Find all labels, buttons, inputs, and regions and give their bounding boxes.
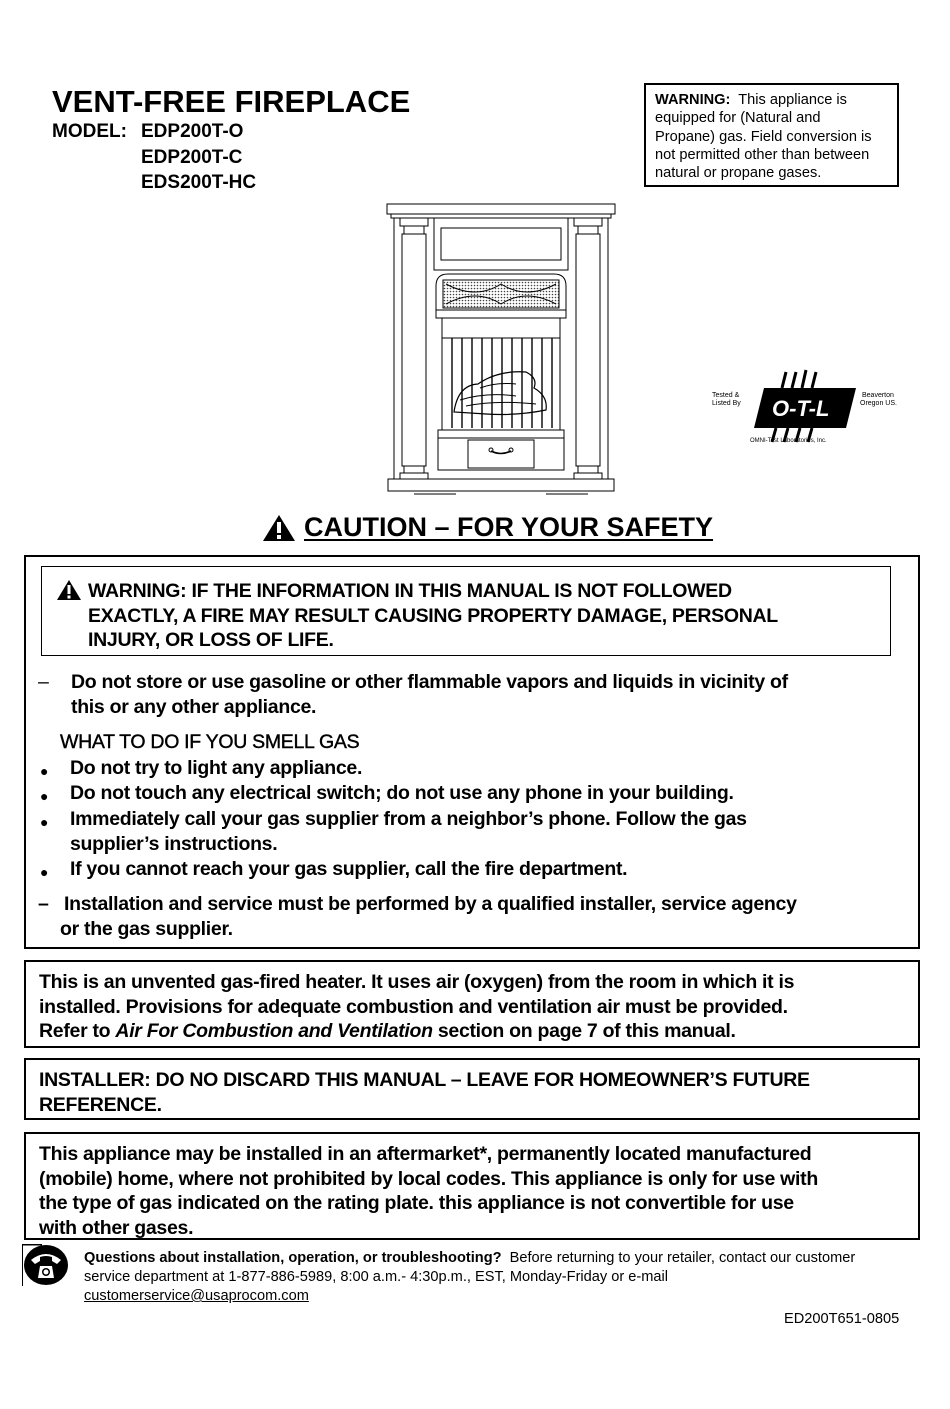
caution-heading	[262, 512, 713, 543]
otl-company-text: OMNI-Test Laboratories, Inc.	[750, 438, 827, 444]
smell-gas-bullet-3-line-1: Immediately call your gas supplier from a neighbor’s phone. Follow the gas	[70, 808, 747, 830]
mobile-home-line-1: This appliance may be installed in an aftermarket*, permanently located manufactured	[39, 1143, 812, 1165]
fire-hazard-warning-box	[41, 566, 891, 656]
dash-marker: –	[38, 893, 49, 915]
warning-triangle-icon	[262, 514, 296, 542]
contact-line-2: service department at 1-877-886-5989, 8:00 a.m.- 4:30p.m., EST, Monday-Friday or e-mail	[84, 1269, 669, 1285]
smell-gas-bullet-3-line-2: supplier’s instructions.	[70, 833, 278, 855]
otl-certification-logo	[706, 368, 906, 448]
fireplace-illustration-icon	[386, 200, 616, 496]
combustion-section-reference: Air For Combustion and Ventilation	[115, 1020, 433, 1042]
mobile-home-line-3: the type of gas indicated on the rating plate. this appliance is not convertible for use	[39, 1192, 794, 1214]
flammable-warning-line-2: this or any other appliance.	[71, 696, 317, 718]
gas-warning-label: WARNING:	[655, 92, 731, 108]
gas-type-warning-box	[644, 83, 899, 187]
smell-gas-bullet-2: Do not touch any electrical switch; do not use any phone in your building.	[70, 782, 734, 804]
gas-warning-line-4: not permitted other than between	[655, 146, 870, 163]
mobile-home-line-4: with other gases.	[39, 1216, 194, 1239]
unvented-line-2: installed. Provisions for adequate combustion and ventilation air must be provided.	[39, 995, 788, 1018]
contact-question: Questions about installation, operation, or troubleshooting?	[84, 1250, 502, 1266]
otl-tested-text: Tested &	[712, 392, 740, 399]
fire-warning-line-1: WARNING: IF THE INFORMATION IN THIS MANUAL IS NOT FOLLOWED	[88, 580, 732, 602]
installation-warning-line-2: or the gas supplier.	[60, 918, 233, 940]
warning-triangle-icon	[56, 579, 82, 601]
gas-warning-line-2: equipped for (Natural and	[655, 110, 821, 127]
customer-service-contact	[84, 1249, 934, 1306]
document-number: ED200T651-0805	[784, 1311, 900, 1327]
otl-badge-icon	[754, 370, 856, 442]
otl-logo-text: O-T-L	[772, 396, 830, 421]
otl-city-text: Beaverton	[862, 392, 894, 399]
bullet-marker: ●	[40, 788, 49, 804]
flammable-warning-line-1: Do not store or use gasoline or other flammable vapors and liquids in vicinity of	[71, 671, 788, 693]
unvented-line-3-suffix: section on page 7 of this manual.	[432, 1020, 736, 1042]
caution-heading-text: CAUTION – FOR YOUR SAFETY	[304, 512, 714, 542]
otl-us-text: US	[836, 419, 846, 426]
smell-gas-bullet-1: Do not try to light any appliance.	[70, 757, 363, 779]
unvented-heater-notice-box	[24, 960, 920, 1048]
bullet-marker: ●	[40, 763, 49, 779]
installer-notice-box	[24, 1058, 920, 1120]
model-number-2: EDP200T-C	[141, 147, 243, 168]
installer-line-2: REFERENCE.	[39, 1093, 162, 1116]
installation-warning-line-1: Installation and service must be performed by a qualified installer, service agency	[64, 893, 797, 915]
bullet-marker: ●	[40, 864, 49, 880]
gas-warning-line-3: Propane) gas. Field conversion is	[655, 128, 872, 145]
mobile-home-notice-box	[24, 1132, 920, 1240]
bullet-marker: ●	[40, 814, 49, 830]
mobile-home-line-2: (mobile) home, where not prohibited by local codes. This appliance is only for use with	[39, 1167, 818, 1190]
model-number-1: EDP200T-O	[141, 121, 244, 142]
fire-warning-line-3: INJURY, OR LOSS OF LIFE.	[88, 629, 334, 651]
unvented-line-1: This is an unvented gas-fired heater. It uses air (oxygen) from the room in which it is	[39, 971, 795, 993]
unvented-line-3-prefix: Refer to	[39, 1020, 116, 1042]
smell-gas-bullet-4: If you cannot reach your gas supplier, call the fire department.	[70, 858, 628, 880]
customer-service-email-link[interactable]: customerservice@usaprocom.com	[84, 1288, 309, 1304]
gas-warning-line-1: This appliance is	[738, 92, 847, 108]
fire-warning-line-2: EXACTLY, A FIRE MAY RESULT CAUSING PROPERTY DAMAGE, PERSONAL	[88, 604, 778, 627]
installer-line-1: INSTALLER: DO NO DISCARD THIS MANUAL – LEAVE FOR HOMEOWNER’S FUTURE	[39, 1069, 810, 1091]
contact-line-1: Before returning to your retailer, contact our customer	[509, 1250, 856, 1266]
model-label: MODEL:	[52, 121, 127, 142]
document-title: VENT-FREE FIREPLACE	[52, 84, 411, 119]
otl-state-text: Oregon US.	[860, 400, 897, 407]
gas-warning-line-5: natural or propane gases.	[655, 165, 822, 182]
model-number-3: EDS200T-HC	[141, 172, 257, 193]
telephone-icon	[22, 1244, 70, 1286]
smell-gas-heading: WHAT TO DO IF YOU SMELL GAS	[60, 731, 360, 753]
otl-listed-text: Listed By	[712, 400, 741, 407]
dash-marker: –	[38, 671, 49, 693]
